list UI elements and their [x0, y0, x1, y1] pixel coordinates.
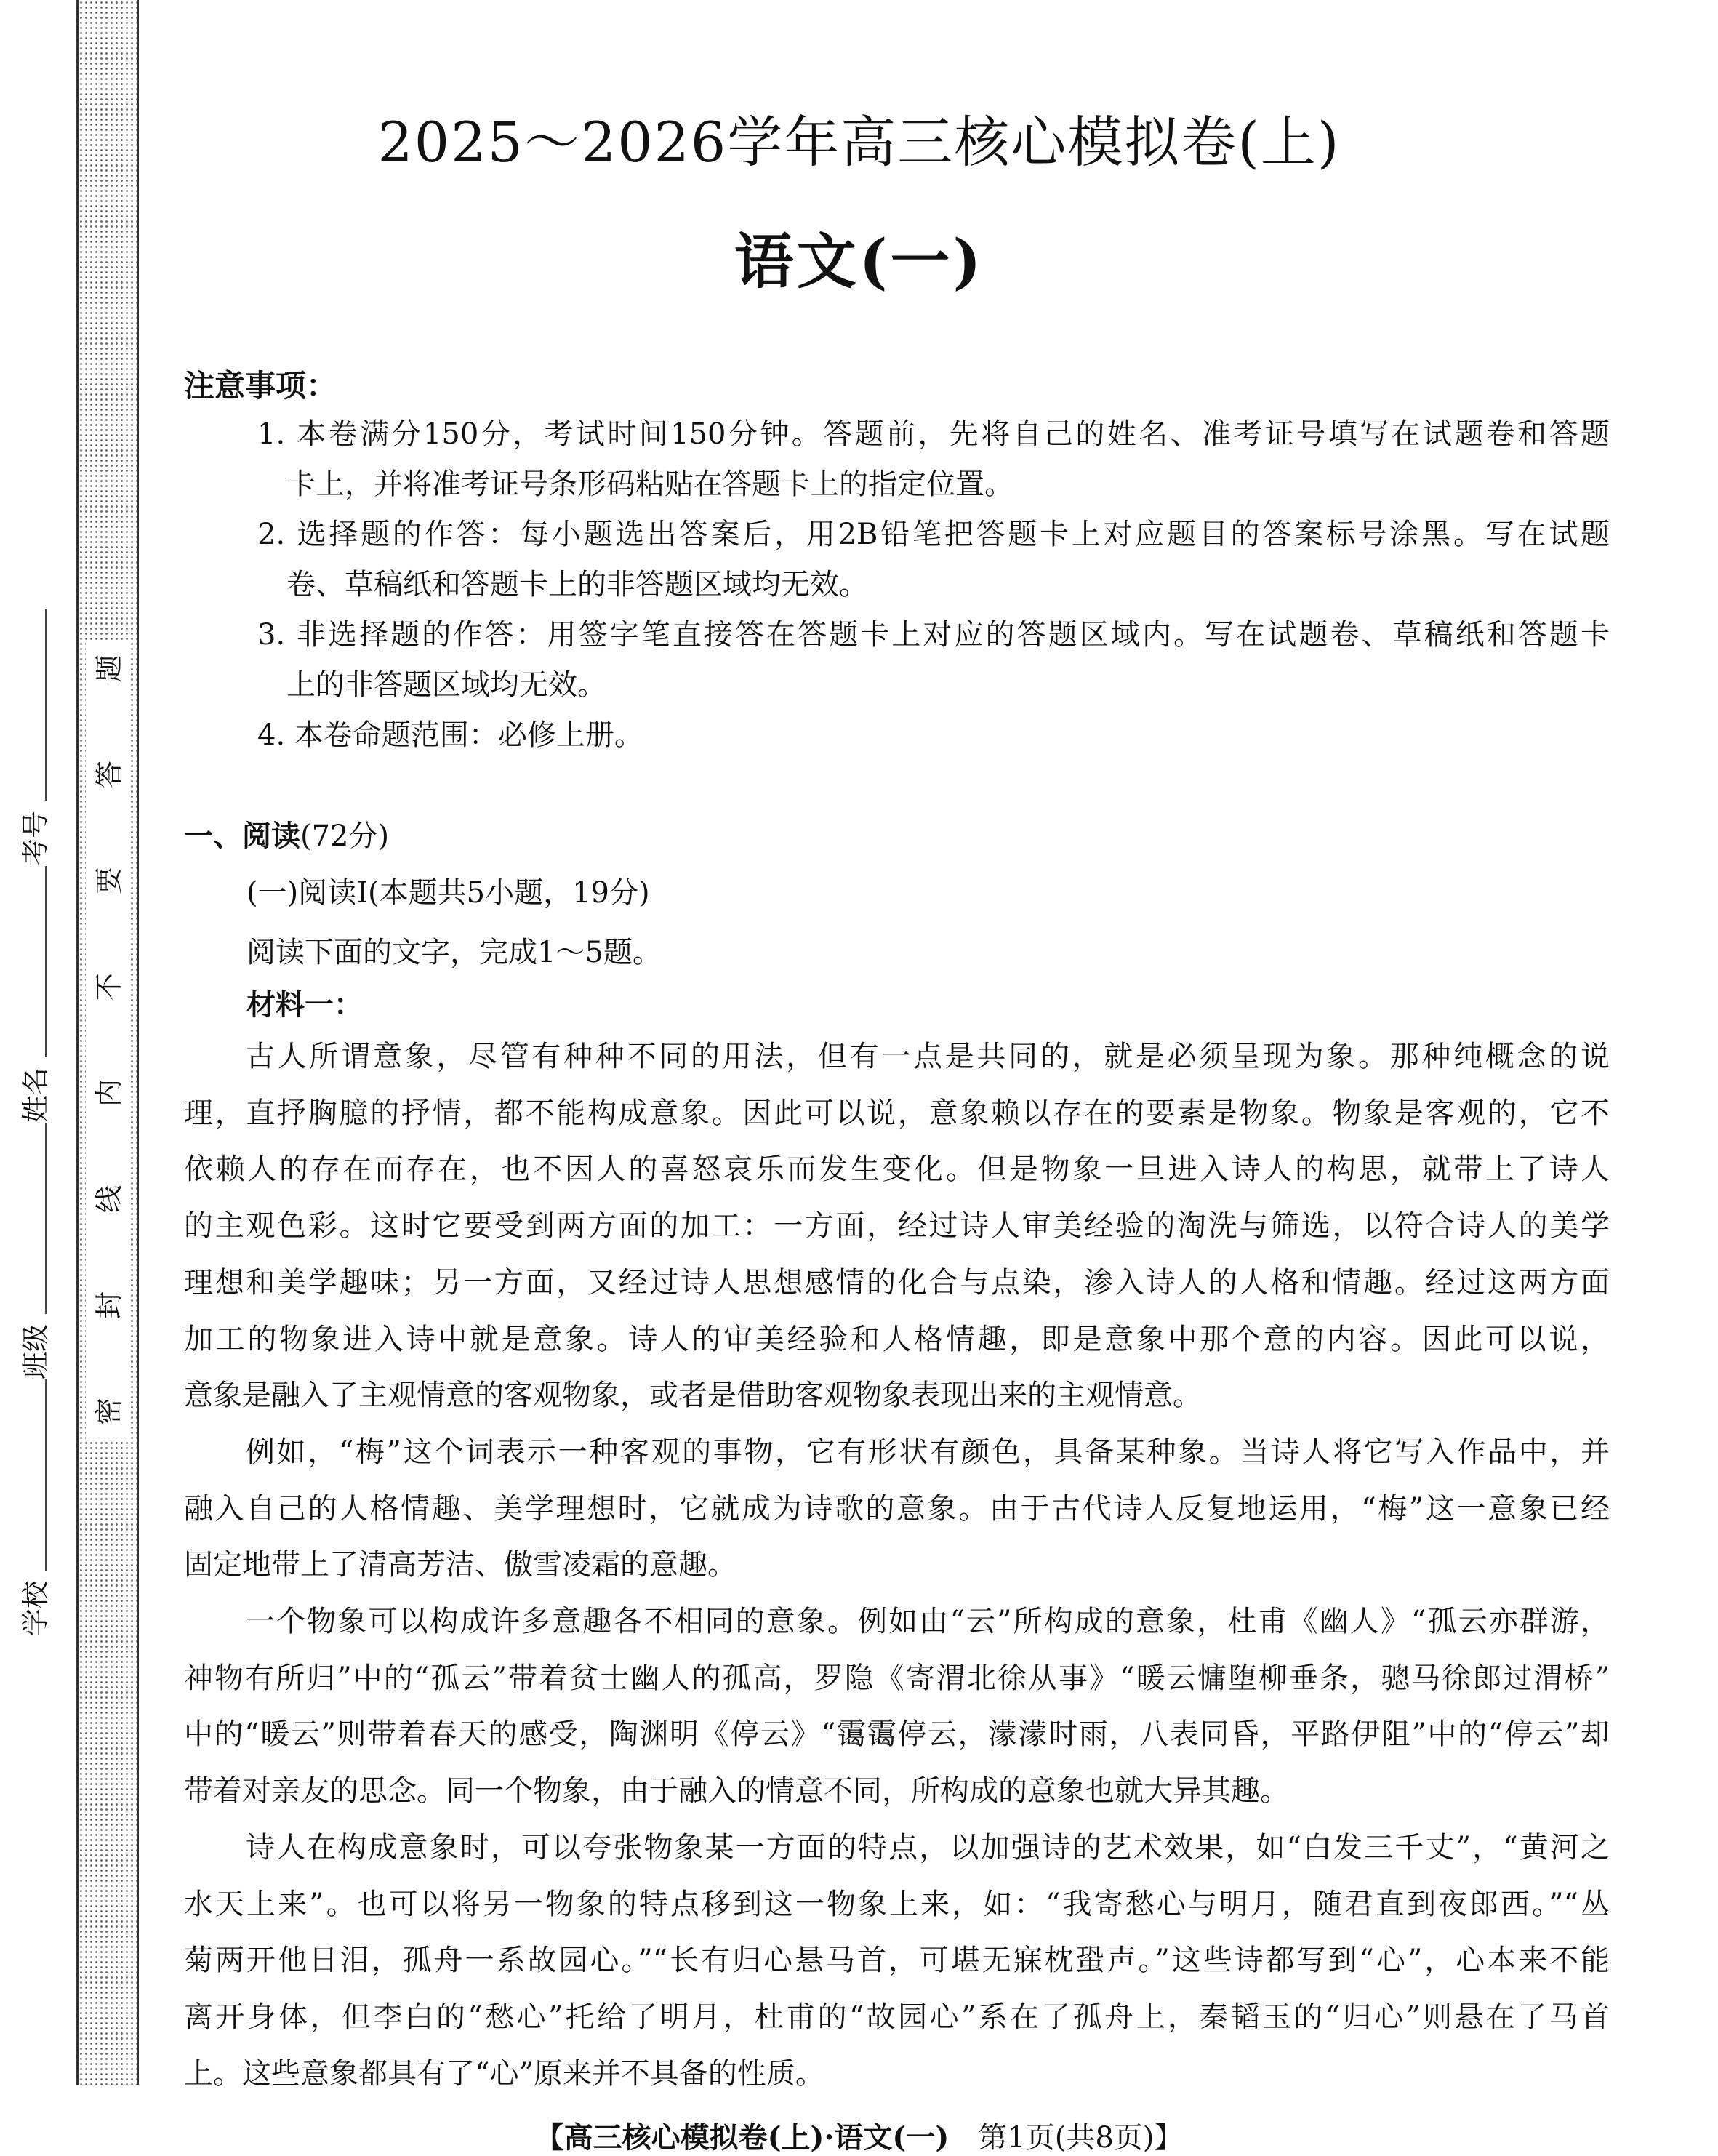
notice-line: 上的非答题区域均无效。	[286, 668, 606, 702]
passage-line: 理想和美学趣味；另一方面，又经过诗人思想感情的化合与点染，渗入诗人的人格和情趣。经过这两方面	[184, 1265, 1610, 1299]
fill-line[interactable]	[44, 1123, 47, 1314]
field-school[interactable]: 学校	[19, 1379, 52, 1636]
passage-line: 的主观色彩。这时它要受到两方面的加工：一方面，经过诗人审美经验的淘洗与筛选，以符合诗人的美学	[184, 1209, 1610, 1243]
seal-line-notice	[93, 654, 125, 1425]
passage-line: 上。这些意象都具有了“心”原来并不具备的性质。	[184, 2056, 824, 2091]
passage-line: 一个物象可以构成许多意趣各不相同的意象。例如由“云”所构成的意象，杜甫《幽人》“孤云亦群游，	[246, 1605, 1610, 1638]
notice-line: 卷、草稿纸和答题卡上的非答题区域均无效。	[286, 568, 868, 601]
part-heading: (一)阅读Ⅰ(本题共5小题，19分)	[246, 876, 650, 910]
passage-line: 融入自己的人格情趣、美学理想时，它就成为诗歌的意象。由于古代诗人反复地运用，“梅”这一意象已经	[184, 1491, 1610, 1526]
passage-line: 固定地带上了清高芳洁、傲雪凌霜的意趣。	[184, 1548, 736, 1582]
passage-line: 诗人在构成意象时，可以夸张物象某一方面的特点，以加强诗的艺术效果，如“白发三千丈”，“黄河之	[246, 1830, 1610, 1864]
passage-line: 例如，“梅”这个词表示一种客观的事物，它有形状有颜色，具备某种象。当诗人将它写入作品中，并	[246, 1435, 1610, 1469]
fill-line[interactable]	[44, 866, 47, 1057]
student-info-fields	[9, 609, 52, 1636]
passage-line: 菊两开他日泪，孤舟一系故园心。”“长有归心悬马首，可堪无寐枕蛩声。”这些诗都写到“心”，心本来不能	[184, 1944, 1610, 1978]
passage-line: 理，直抒胸臆的抒情，都不能构成意象。因此可以说，意象赖以存在的要素是物象。物象是客观的，它不	[184, 1096, 1610, 1130]
field-exam-number[interactable]: 考号	[19, 609, 52, 866]
passage-line: 加工的物象进入诗中就是意象。诗人的审美经验和人格情趣，即是意象中那个意的内容。因此可以说，	[184, 1322, 1610, 1356]
notice-heading: 注意事项：	[184, 368, 337, 404]
exam-title: 2025～2026学年高三核心模拟卷(上)	[377, 110, 1341, 175]
seal-char: 封	[93, 1291, 125, 1320]
notice-line: 3. 非选择题的作答：用签字笔直接答在答题卡上对应的答题区域内。写在试题卷、草稿纸和答题卡	[257, 618, 1610, 652]
material-label: 材料一：	[246, 987, 363, 1022]
seal-char: 内	[93, 1079, 125, 1107]
passage-line: 意象是融入了主观情意的客观物象，或者是借助客观物象表现出来的主观情意。	[184, 1379, 1202, 1413]
subject-title: 语文(一)	[734, 227, 984, 297]
notice-line: 4. 本卷命题范围：必修上册。	[257, 718, 643, 752]
notice-line: 1. 本卷满分150分，考试时间150分钟。答题前，先将自己的姓名、准考证号填写在试题卷和答题	[257, 417, 1610, 451]
notice-line: 卡上，并将准考证号条形码粘贴在答题卡上的指定位置。	[286, 468, 1013, 501]
seal-char: 不	[93, 973, 125, 1001]
passage-line: 依赖人的存在而存在，也不因人的喜怒哀乐而发生变化。但是物象一旦进入诗人的构思，就带上了诗人	[184, 1153, 1610, 1187]
seal-char: 要	[93, 867, 125, 895]
fill-line[interactable]	[44, 1379, 47, 1571]
passage-line: 离开身体，但李白的“愁心”托给了明月，杜甫的“故园心”系在了孤舟上，秦韬玉的“归心”则悬在了马首	[184, 2000, 1610, 2034]
passage-line: 中的“暖云”则带着春天的感受，陶渊明《停云》“霭霭停云，濛濛时雨，八表同昏，平路伊阻”中的“停云”却	[184, 1718, 1610, 1752]
notice-line: 2. 选择题的作答：每小题选出答案后，用2B铅笔把答题卡上对应题目的答案标号涂黑。写在试题	[257, 518, 1610, 551]
seal-char: 题	[93, 654, 125, 683]
seal-char: 答	[93, 761, 125, 789]
instruction: 阅读下面的文字，完成1～5题。	[246, 936, 662, 969]
passage-line: 神物有所归”中的“孤云”带着贫士幽人的孤高，罗隐《寄渭北徐从事》“暖云慵堕柳垂条，骢马徐郎过渭桥”	[184, 1661, 1610, 1695]
fill-line[interactable]	[44, 609, 47, 801]
field-name[interactable]: 姓名	[19, 866, 52, 1123]
page-footer: 【高三核心模拟卷(上)·语文(一) 第1页(共8页)】	[534, 2120, 1184, 2155]
passage-line: 水天上来”。也可以将另一物象的特点移到这一物象上来，如：“我寄愁心与明月，随君直到夜郎西。”“丛	[184, 1887, 1610, 1921]
section-heading: 一、阅读(72分)	[184, 819, 390, 853]
passage-line: 带着对亲友的思念。同一个物象，由于融入的情意不同，所构成的意象也就大异其趣。	[184, 1774, 1289, 1808]
passage-line: 古人所谓意象，尽管有种种不同的用法，但有一点是共同的，就是必须呈现为象。那种纯概念的说	[246, 1040, 1610, 1073]
seal-char: 线	[93, 1185, 125, 1214]
seal-char: 密	[93, 1397, 125, 1425]
field-class[interactable]: 班级	[19, 1123, 52, 1379]
